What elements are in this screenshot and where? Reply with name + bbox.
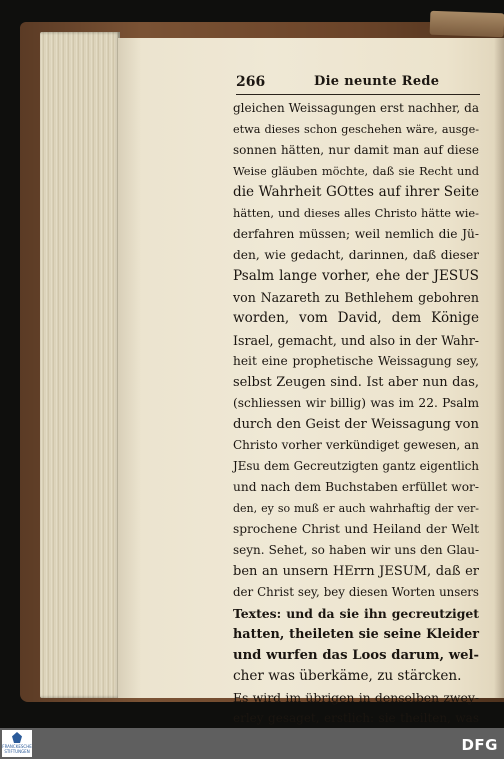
logo-icon xyxy=(12,732,22,743)
page-shadow xyxy=(494,38,504,698)
text-line: heit eine prophetische Weissagung sey, xyxy=(233,353,479,368)
cover-edge xyxy=(430,11,504,38)
text-line: JEsu dem Gecreutzigten gantz eigentlich xyxy=(233,458,479,473)
text-line: Textes: und da sie ihn gecreutziget xyxy=(233,606,479,622)
text-line: Es wird im übrigen in denselben zwey- xyxy=(233,690,479,706)
text-line: derfahren müssen; weil nemlich die Jü- xyxy=(233,227,479,242)
text-line: worden, vom David, dem Könige xyxy=(233,310,479,327)
footer-bar xyxy=(0,728,504,759)
text-line: sprochene Christ und Heiland der Welt xyxy=(233,521,479,536)
dfg-logo[interactable]: DFG xyxy=(461,736,498,754)
page-stack xyxy=(40,32,120,698)
text-line: die Wahrheit GOttes auf ihrer Seite xyxy=(233,184,479,201)
text-line: hätten, und dieses alles Christo hätte wie- xyxy=(233,206,479,221)
logo-text: FRANCKESCHE STIFTUNGEN xyxy=(2,744,32,754)
text-line: seyn. Sehet, so haben wir uns den Glau- xyxy=(233,542,479,557)
text-line: sonnen hätten, nur damit man auf diese xyxy=(233,143,479,158)
text-line: Christo vorher verkündiget gewesen, an xyxy=(233,437,479,452)
text-line: Psalm lange vorher, ehe der JESUS xyxy=(233,268,479,285)
text-line: von Nazareth zu Bethlehem gebohren xyxy=(233,290,479,306)
running-head: Die neunte Rede xyxy=(314,74,440,89)
text-line: ben an unsern HErrn JESUM, daß er xyxy=(233,564,479,580)
page-header xyxy=(236,74,480,96)
text-line: (schliessen wir billig) was im 22. Psalm xyxy=(233,395,479,410)
institution-logo[interactable] xyxy=(2,730,32,757)
header-rule xyxy=(236,94,480,95)
text-line: hatten, theileten sie seine Kleider xyxy=(233,627,479,643)
page-number: 266 xyxy=(236,74,266,90)
text-line: erley gesaget, erstlich: sie theilten, was xyxy=(233,711,479,726)
text-line: cher was überkäme, zu stärcken. xyxy=(233,668,462,685)
text-line: und wurfen das Loos darum, wel- xyxy=(233,648,479,664)
text-line: der Christ sey, bey diesen Worten unsers xyxy=(233,585,479,600)
text-line: etwa dieses schon geschehen wäre, ausge- xyxy=(233,123,479,137)
text-line: und nach dem Buchstaben erfüllet wor- xyxy=(233,479,479,494)
text-line: selbst Zeugen sind. Ist aber nun das, xyxy=(233,374,479,390)
text-line: den, wie gedacht, darinnen, daß dieser xyxy=(233,248,479,263)
text-line: den, ey so muß er auch wahrhaftig der ver- xyxy=(233,501,479,515)
text-line: durch den Geist der Weissagung von xyxy=(233,416,479,432)
text-line: gleichen Weissagungen erst nachher, da xyxy=(233,101,479,115)
body-text xyxy=(233,98,479,728)
text-line: Israel, gemacht, und also in der Wahr- xyxy=(233,332,479,348)
text-line: Weise gläuben möchte, daß sie Recht und xyxy=(233,164,479,179)
